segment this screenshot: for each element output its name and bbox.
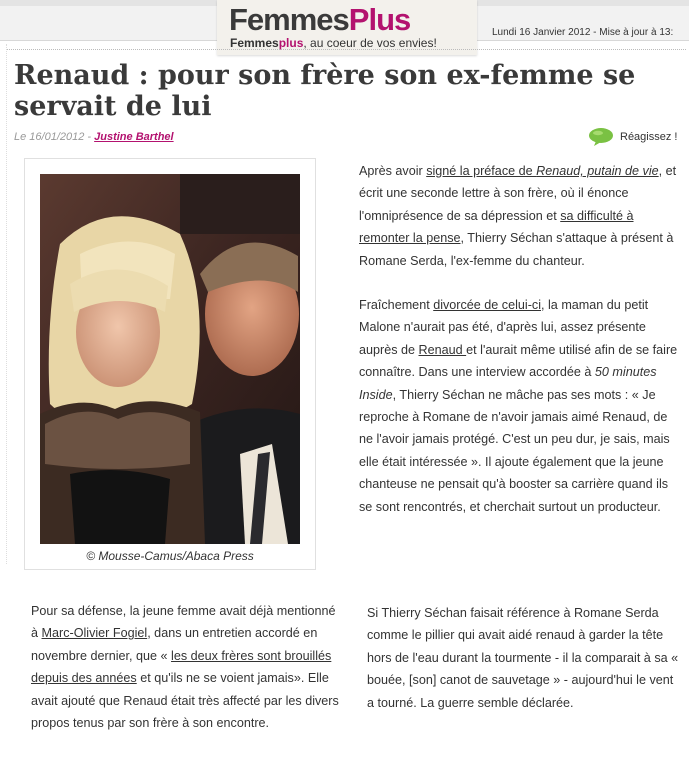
link-preface[interactable]: signé la préface de Renaud, putain de vie	[426, 164, 659, 178]
paragraph-3: Pour sa défense, la jeune femme avait déjà mentionné à Marc-Olivier Fogiel, dans un entretien accordé en novembre dernier, que « les deux frères sont brouillés depuis des années et qu'ils ne se voient jamais». Elle avait ajouté que Renaud était très affecté par les divers propos tenus par son frère à son encontre.	[31, 604, 339, 731]
logo-wordmark: FemmesPlus	[229, 2, 411, 37]
article-column-left-bottom	[31, 600, 346, 756]
article-column-right-bottom	[367, 602, 683, 736]
paragraph-4: Si Thierry Séchan faisait référence à Romane Serda comme le pillier qui avait aidé renaud à garder la tête hors de l'eau durant la tourmente - il la comparait à sa « bouée, [son] canot de sauvetage » - aujourd'hui le vent a tourné. La guerre semble déclarée.	[367, 606, 679, 710]
photo-caption: © Mousse-Camus/Abaca Press	[86, 549, 254, 563]
link-freres-brouilles[interactable]: les deux frères sont brouillés depuis des années	[31, 648, 332, 686]
link-fogiel[interactable]: Marc-Olivier Fogiel	[41, 626, 148, 641]
react-button[interactable]	[588, 127, 677, 147]
article-column-right-top	[359, 160, 684, 540]
site-logo[interactable]	[217, 0, 477, 55]
speech-bubble-icon	[588, 127, 614, 147]
article-photo-frame	[24, 158, 316, 570]
author-link[interactable]: Justine Barthel	[94, 131, 174, 143]
paragraph-1: Après avoir signé la préface de Renaud, putain de vie, et écrit une seconde lettre à son frère, où il énonce l'omniprésence de sa dépression et sa difficulté à remonter la pense, Thierry Séchan s'attaque à présent à Romane Serda, l'ex-femme du chanteur.	[359, 164, 677, 268]
date-updated: Lundi 16 Janvier 2012 - Mise à jour à 13:	[492, 27, 674, 38]
byline-date: Le 16/01/2012 -	[14, 131, 95, 143]
article-photo[interactable]	[40, 174, 300, 544]
link-renaud[interactable]: Renaud	[418, 342, 467, 357]
left-border	[6, 44, 7, 564]
logo-tagline: Femmesplus, au coeur de vos envies!	[230, 36, 437, 50]
link-divorce[interactable]: divorcée de celui-ci	[433, 298, 542, 313]
article-title: Renaud : pour son frère son ex-femme se servait de lui	[14, 60, 636, 122]
react-label: Réagissez !	[620, 130, 678, 143]
link-difficulte[interactable]: sa difficulté à remonter la pense	[359, 208, 634, 246]
paragraph-2: Fraîchement divorcée de celui-ci, la maman du petit Malone n'aurait pas été, d'après lui, assez présente auprès de Renaud et l'aurait même utilisé afin de se faire connaître. Dans une interview accordée à 50 minutes Inside, Thierry Séchan ne mâche pas ses mots : « Je reproche à Romane de n'avoir jamais aimé Renaud, de ne l'avoir jamais protégé. C'est un peu dur, je sais, mais elle était intéressée ». Il ajoute également que la jeune chanteuse ne pensait qu'à booster sa carrière quand ils se sont rencontrés, et cherchait surtout un producteur.	[359, 298, 678, 514]
byline	[14, 131, 174, 143]
divider	[6, 49, 686, 50]
